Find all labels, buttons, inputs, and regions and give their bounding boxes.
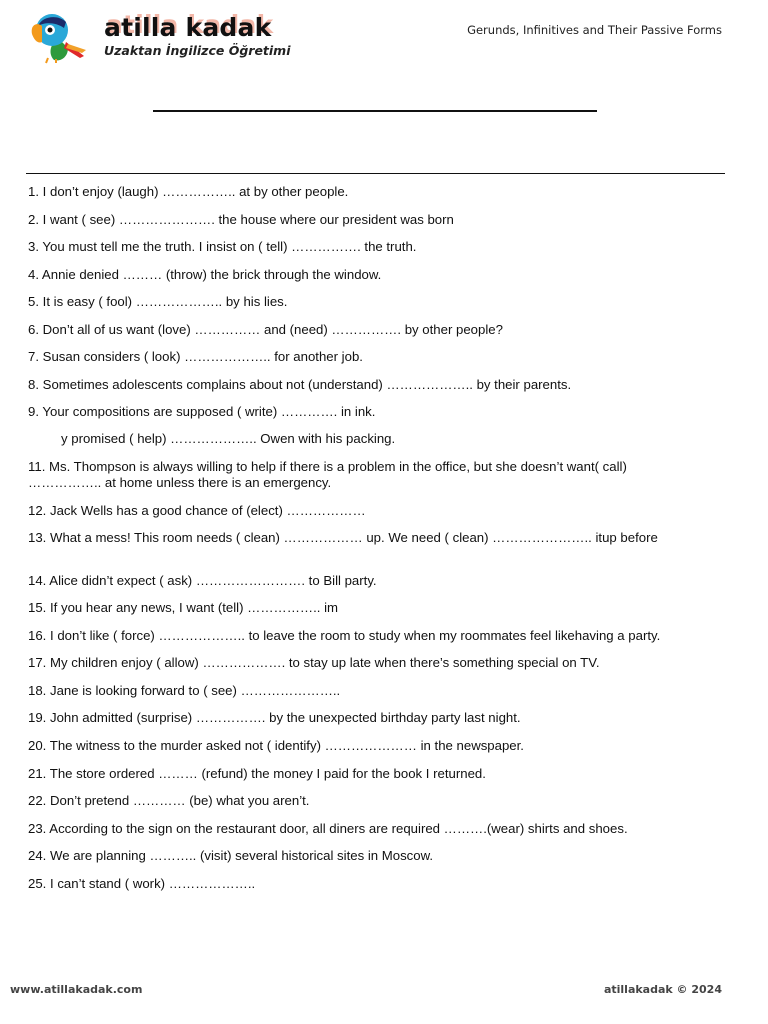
question-item: 8. Sometimes adolescents complains about not (understand) ……………….. by their parents. [28,377,572,392]
question-item: 3. You must tell me the truth. I insist on ( tell) ……………. the truth. [28,239,417,254]
question-item: 24. We are planning ……….. (visit) several historical sites in Moscow. [28,848,434,863]
question-item: 2. I want ( see) …………………. the house where our president was born [28,212,454,227]
question-item: 22. Don’t pretend ………… (be) what you aren’t. [28,793,310,808]
question-item: 13. What a mess! This room needs ( clean) ……………… up. We need ( clean) ………………….. itup before [28,530,658,545]
question-item: 6. Don’t all of us want (love) …………… and (need) ……………. by other people? [28,322,503,337]
parrot-logo-icon [28,8,88,64]
footer-website: www.atillakadak.com [10,983,143,996]
question-item: 16. I don’t like ( force) ……………….. to leave the room to study when my roommates feel likehaving a party. [28,628,661,643]
question-item: 15. If you hear any news, I want (tell) …………….. im [28,600,339,615]
brand [104,14,291,58]
question-item: 12. Jack Wells has a good chance of (elect) ……………… [28,503,366,518]
footer-copyright: atillakadak © 2024 [603,983,722,996]
title-underline [153,110,597,112]
question-item: 17. My children enjoy ( allow) ………………. to stay up late when there’s something special on TV. [28,655,600,670]
question-item: 1. I don’t enjoy (laugh) …………….. at by other people. [28,184,349,199]
question-item: 18. Jane is looking forward to ( see) ………………….. [28,683,341,698]
question-item: 21. The store ordered ……… (refund) the money I paid for the book I returned. [28,766,486,781]
question-item: 23. According to the sign on the restaurant door, all diners are required ……….(wear) shirts and shoes. [28,821,628,836]
document-title: Gerunds, Infinitives and Their Passive Forms [467,23,722,37]
brand-subtitle: Uzaktan İngilizce Öğretimi [104,43,291,58]
question-item: 19. John admitted (surprise) ……………. by the unexpected birthday party last night. [28,710,521,725]
question-item: y promised ( help) ……………….. Owen with his packing. [28,431,396,446]
question-item: 11. Ms. Thompson is always willing to help if there is a problem in the office, but she doesn’t want( call) …………….. at home unless there is an emergency. [28,459,631,490]
question-item: 9. Your compositions are supposed ( write) …………. in ink. [28,404,376,419]
question-item: 14. Alice didn’t expect ( ask) ……………………. to Bill party. [28,573,377,588]
brand-name: atilla kadak [104,13,272,42]
question-item: 7. Susan considers ( look) ……………….. for another job. [28,349,363,364]
question-item: 20. The witness to the murder asked not ( identify) ………………… in the newspaper. [28,738,524,753]
header-rule [26,173,725,174]
question-item: 4. Annie denied ……… (throw) the brick through the window. [28,267,382,282]
question-item: 25. I can’t stand ( work) ……………….. [28,876,256,891]
question-item: 5. It is easy ( fool) ……………….. by his lies. [28,294,288,309]
